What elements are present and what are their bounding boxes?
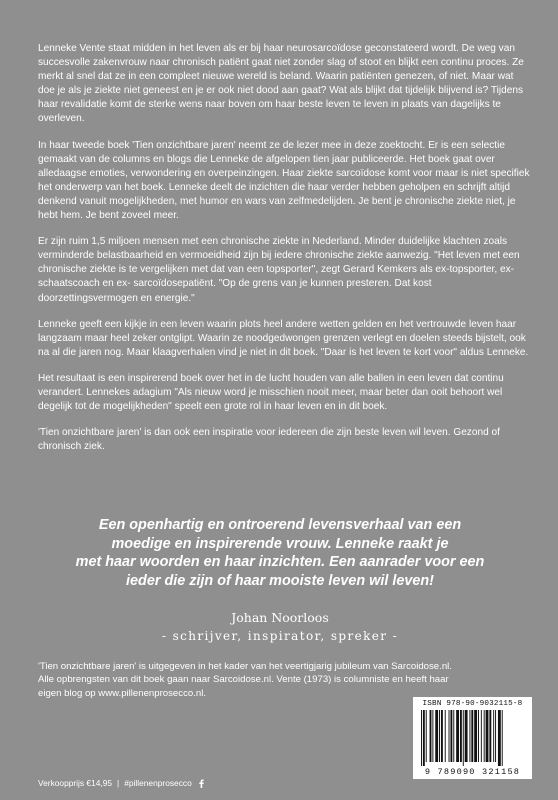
separator: |: [117, 778, 120, 788]
isbn-barcode: [413, 697, 532, 779]
blurb-paragraph-1: Lenneke Vente staat midden in het leven als er bij haar neurosarcoïdose geconstateerd wordt. De weg van succesvolle zakenvrouw naar chronisch patiënt gaat niet zonder slag of stoot en blijkt een continu proces. Ze merkt al snel dat ze in een compleet nieuwe wereld is beland. Waarin patiënten genezen, of niet. Maar wat doe je als je ziekte niet geneest en je er ook niet dood aan gaat? Wat als blijkt dat tijdelijk blijvend is? Tijdens haar revalidatie komt de sterke wens naar boven om haar beste leven te leven in plaats van dagelijks te overleven.: [38, 43, 524, 125]
barcode-bar: [474, 710, 477, 762]
publication-note: 'Tien onzichtbare jaren' is uitgegeven in het kader van het veertigjarig jubileum van Sarcoidose.nl. Alle opbrengsten van dit boek gaan naar Sarcoidose.nl. Vente (1973) is columniste en heeft haar eigen blog op www.pillenenprosecco.nl.: [38, 661, 452, 699]
barcode-bar: [493, 710, 494, 762]
blurb-text: [38, 42, 532, 466]
barcode-bar: [484, 710, 485, 762]
barcode-bar: [469, 710, 470, 762]
barcode-bar: [421, 710, 422, 766]
barcode-digits: 9 789090 321158: [424, 767, 521, 777]
blurb-paragraph-6: 'Tien onzichtbare jaren' is dan ook een inspiratie voor iedereen die zijn beste leven wil leven. Gezond of chronisch ziek.: [38, 427, 500, 453]
barcode-bar: [456, 710, 459, 762]
hashtag-label: #pillenenprosecco: [124, 778, 192, 788]
barcode-bar: [495, 710, 496, 762]
blurb-paragraph-5: Het resultaat is een inspirerend boek over het in de lucht houden van alle ballen in een leven dat continu verandert. Lennekes adagium "Als nieuw word je misschien nooit meer, maar beter dan ooit behoort wel degelijk tot de mogelijkheden" speelt een grote rol in haar leven en in dit boek.: [38, 372, 504, 413]
barcode-bar: [481, 710, 482, 762]
blurb-paragraph-4: Lenneke geeft een kijkje in een leven waarin plots heel andere wetten gelden en het vertrouwde leven haar langzaam maar heel zeker ontglipt. Waarin ze noodgedwongen grenzen verlegt en doelen steeds bijstelt, ook na al die jaren nog. Maar klaagverhalen vind je niet in dit boek. "Daar is het leven te kort voor" aldus Lenneke.: [38, 318, 529, 358]
barcode-bar: [460, 710, 462, 762]
author-name: Johan Noorloos: [231, 610, 329, 625]
barcode-bar: [471, 710, 473, 762]
author-roles: - schrijver, inspirator, spreker -: [161, 629, 399, 643]
barcode-bar: [502, 710, 503, 766]
barcode-bar: [435, 710, 438, 762]
barcode-bar: [489, 710, 491, 762]
barcode-bar: [445, 710, 446, 762]
barcode-bars: [419, 710, 526, 766]
barcode-bar: [453, 710, 454, 762]
barcode-bar: [486, 710, 489, 762]
facebook-icon: [197, 779, 206, 788]
blurb-paragraph-2: In haar tweede boek 'Tien onzichtbare jaren' neemt ze de lezer mee in deze zoektocht. Er is een selectie gemaakt van de columns en blogs die Lenneke de afgelopen tien jaar publiceerde. Het boek gaat over alledaagse emoties, verwondering en overpeinzingen. Haar ziekte sarcoïdose komt voor maar is niet specifiek het onderwerp van het boek. Lenneke deelt de inzichten die haar verder hebben geholpen en schrijft altijd denkend vanuit mogelijkheden, met humor en wars van zelfmedelijden. Je bent je chronische ziekte niet, je hebt hem. Je bent zoveel meer.: [38, 139, 530, 222]
barcode-bar: [426, 710, 427, 762]
barcode-bar: [432, 710, 433, 762]
barcode-bar: [430, 710, 432, 762]
isbn-label: ISBN 978-90-9032115-8: [422, 700, 523, 708]
barcode-bar: [498, 710, 501, 766]
barcode-bar: [463, 710, 464, 766]
barcode-bar: [423, 710, 425, 766]
bottom-bar: [38, 778, 206, 788]
barcode-bar: [449, 710, 450, 762]
blurb-paragraph-3: Er zijn ruim 1,5 miljoen mensen met een chronische ziekte in Nederland. Minder duidelijke klachten zoals verminderde belastbaarheid en vermoeidheid zijn bij iedere chronische ziekte aanwezig. "Het leven met een chronische ziekte is te vergelijken met dat van een topsporter", zegt Gerard Kemkers als ex-topsporter, ex-schaatscoach en ex- sarcoïdosepatiënt. "Op de grens van je kunnen presteren. Dat kost doorzettingsvermogen en energie.": [38, 236, 520, 304]
endorsement-author: [60, 610, 500, 643]
barcode-bar: [465, 710, 468, 762]
barcode-bar: [478, 710, 479, 762]
barcode-bar: [441, 710, 443, 762]
endorsement-quote: Een openhartig en ontroerend levensverhaal van een moedige en inspirerende vrouw. Lenneke raakt je met haar woorden en haar inzichten. Een aanrader voor een ieder die zijn of haar mooiste leven wil leven!: [75, 517, 485, 589]
barcode-bar: [450, 710, 452, 762]
price-label: Verkoopprijs €14,95: [38, 778, 113, 788]
barcode-bar: [439, 710, 440, 762]
